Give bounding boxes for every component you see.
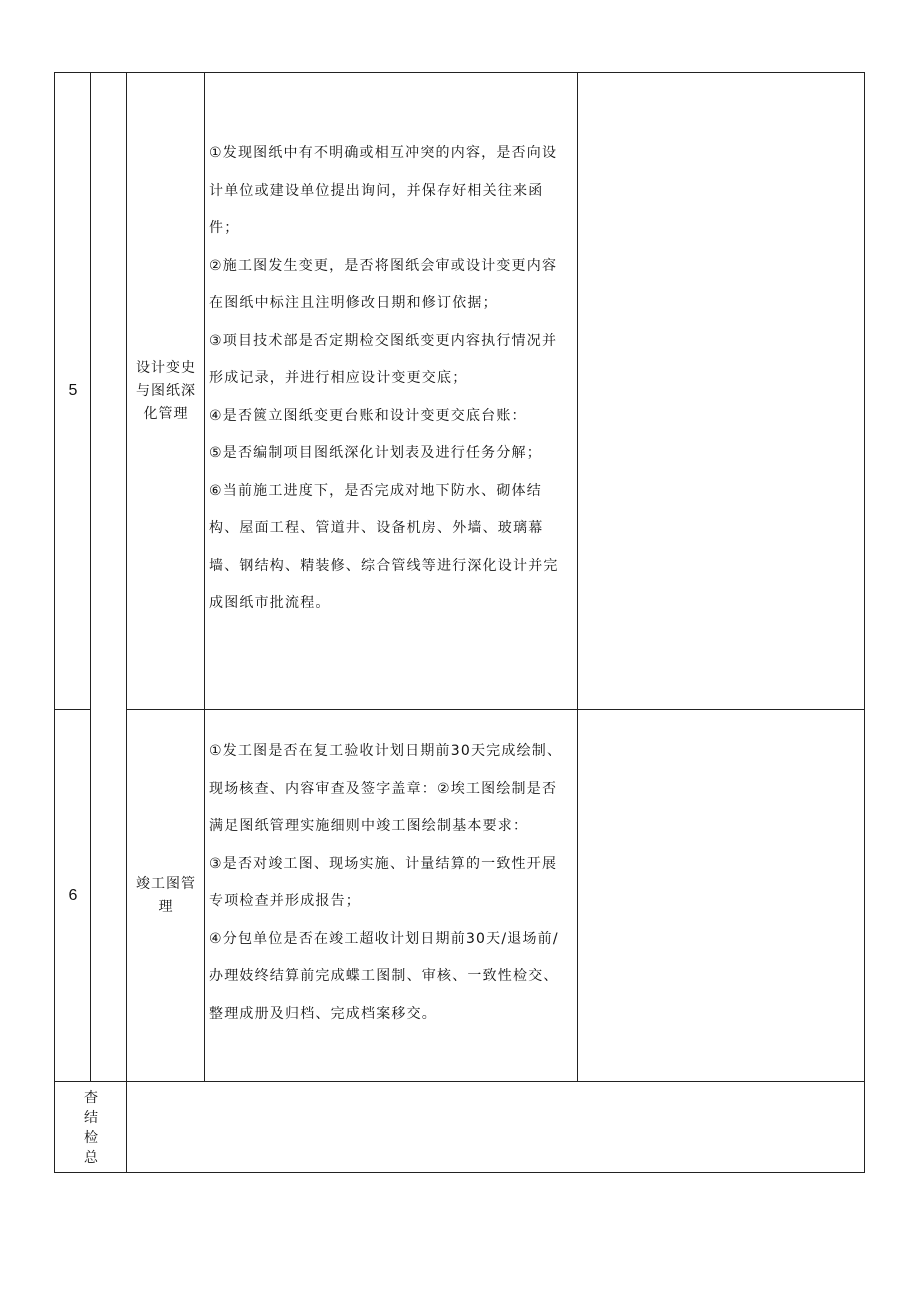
summary-label-char: 检 <box>84 1130 98 1146</box>
row-category-text: 竣工图管理 <box>136 876 196 915</box>
summary-label <box>55 1082 127 1174</box>
summary-label-char: 结 <box>84 1110 98 1126</box>
row-number-text: 6 <box>68 887 78 904</box>
check-item: ②施工图发生变更，是否将图纸会审或设计变更内容在图纸中标注且注明修改日期和修订依据； <box>209 257 558 311</box>
summary-label-char: 总 <box>84 1150 98 1166</box>
check-item: ④是否篋立图纸变更台账和设计变更交底台账： <box>209 407 527 424</box>
check-item: ③项目技术部是否定期检交图纸变更内容执行情况并形成记录，并进行相应设计变更交底； <box>209 332 558 386</box>
row-category <box>127 73 205 709</box>
row-number <box>55 710 91 1082</box>
row-divider-5-6-right <box>127 709 864 710</box>
row-check-items <box>205 733 578 1033</box>
inspection-table <box>54 72 865 1173</box>
check-item: ⑥当前施工进度下，是否完成对地下防水、砌体结构、屋面工程、管道井、设备机房、外墙、玻璃幕墙、钢结构、精装修、综合管线等进行深化设计并完成图纸市批流程。 <box>209 482 559 611</box>
check-item: ①发工图是否在复工验收计划日期前30天完成绘制、现场核查、内容审查及签字盖章：②埃工图绘制是否满足图纸管理实施细则中竣工图绘制基本要求： <box>209 743 563 834</box>
check-item: ③是否对竣工图、现场实施、计量结算的一致性开展专项检查并形成报告； <box>209 855 558 909</box>
row-number <box>55 73 91 709</box>
check-item: ⑤是否编制项目图纸深化计划表及进行任务分解； <box>209 445 542 461</box>
row-category <box>127 710 205 1082</box>
row-number-text: 5 <box>68 382 78 399</box>
check-item: ④分包单位是否在竣工超收计划日期前30天/退场前/办理妓终结算前完成蝶工图制、审核、一致性检交、整理成册及归档、完成档案移交。 <box>209 930 559 1022</box>
check-item: ①发现图纸中有不明确或相互冲突的内容，是否向设计单位或建设单位提出询问，并保存好相关往来函件； <box>209 145 558 236</box>
row-category-text: 设计变史与图纸深化管理 <box>136 359 196 422</box>
summary-label-char: 杳 <box>84 1090 98 1106</box>
row-check-items <box>205 135 578 623</box>
